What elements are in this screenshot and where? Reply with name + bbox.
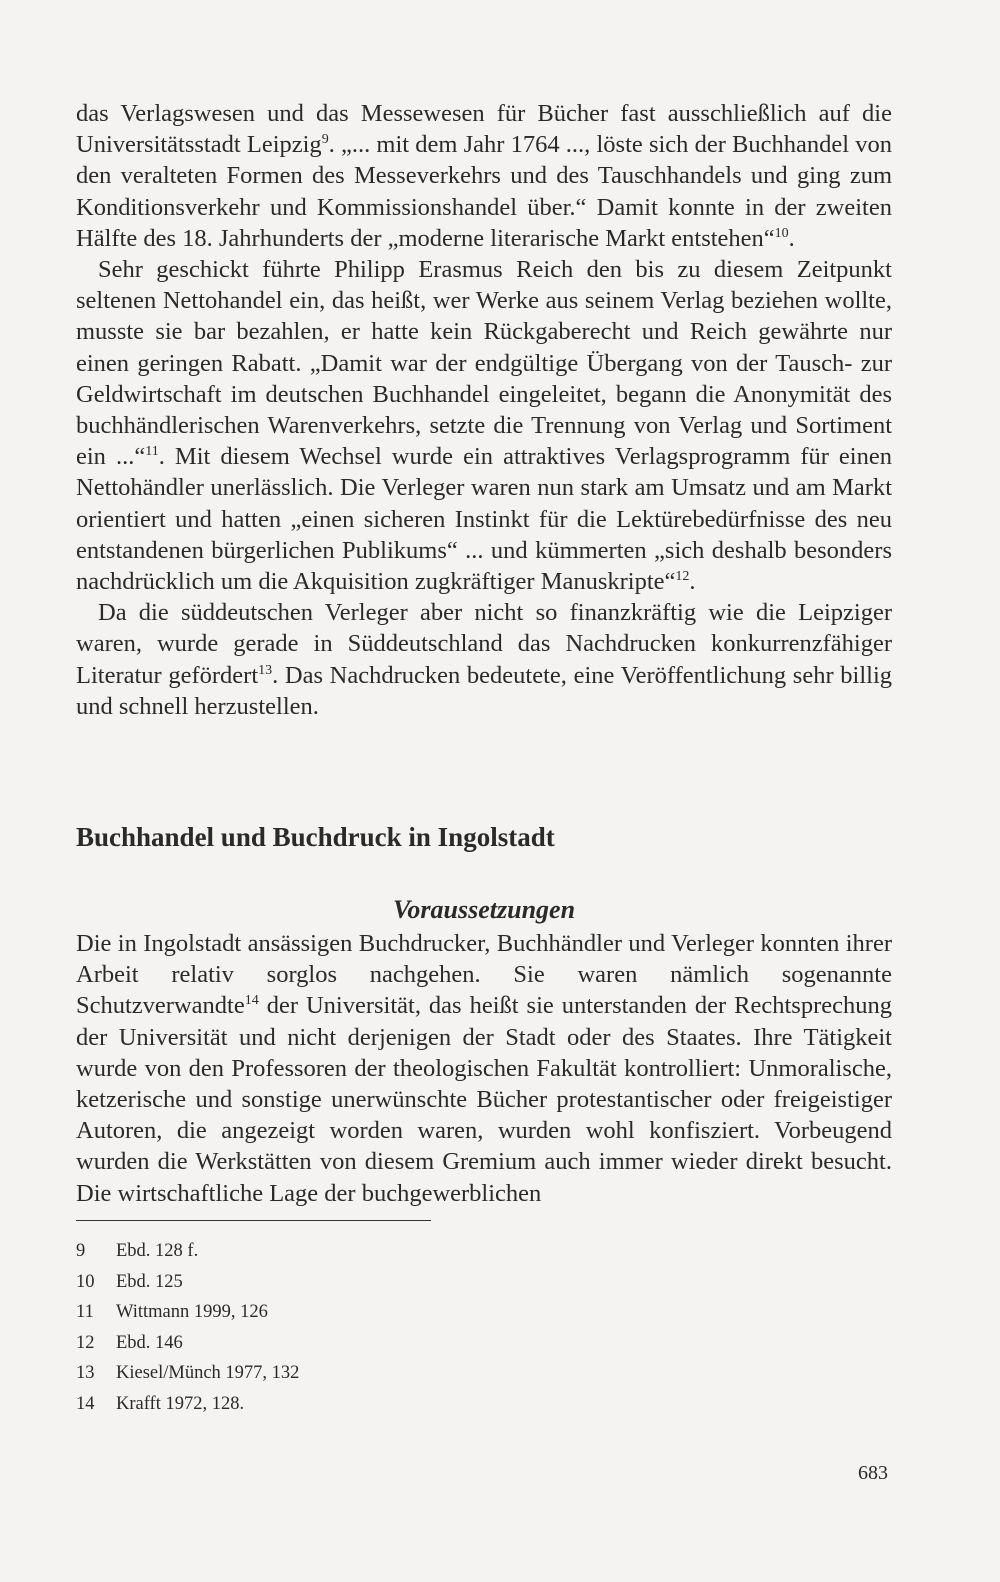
- footnote-text: Ebd. 125: [116, 1271, 183, 1292]
- footnote: [76, 1297, 576, 1328]
- text-run: Die in Ingolstadt ansässigen Buchdrucker, Buchhändler und Verleger konnten ihrer Arbeit relativ sorglos nachgehen. Sie waren nämlich sogenannte Schutzverwandte: [76, 930, 892, 1020]
- text-run: . Mit diesem Wechsel wurde ein attraktives Verlagsprogramm für einen Nettohändler unerlässlich. Die Verleger waren nun stark am Umsatz und am Markt orientiert und hatten „einen sicheren Instinkt für die Lektürebedürfnisse des neu entstandenen bürgerlichen Publikums“ ... und kümmerten „sich deshalb besonders nachdrücklich um die Akquisition zugkräftiger Manuskripte“: [76, 443, 892, 596]
- footnote-number: 14: [76, 1393, 95, 1414]
- footnotes: [76, 1236, 576, 1419]
- text-run: der Universität, das heißt sie unterstanden der Rechtsprechung der Universität und nicht derjenigen der Stadt oder des Staates. Ihre Tätigkeit wurde von den Professoren der theologischen Fakultät kontrolliert: Unmoralische, ketzerische und sonstige unerwünschte Bücher protestantischer oder freigeistiger Autoren, die angezeigt worden waren, wurden wohl konfisziert. Vorbeugend wurden die Werkstätten von diesem Gremium auch immer wieder direkt besucht. Die wirtschaftliche Lage der buchgewerblichen: [76, 992, 892, 1207]
- paragraph-3: [76, 597, 892, 722]
- paragraph-1: [76, 98, 892, 254]
- text-run: das Verlagswesen und das Messewesen für Bücher fast ausschließlich auf die Universitätsstadt Leipzig: [76, 100, 892, 159]
- section-heading: Buchhandel und Buchdruck in Ingolstadt: [76, 822, 555, 852]
- footnote-ref: 10: [774, 225, 789, 241]
- footnote: [76, 1358, 576, 1389]
- text-run: . Das Nachdrucken bedeutete, eine Veröffentlichung sehr billig und schnell herzustellen.: [76, 661, 892, 720]
- footnote: [76, 1389, 576, 1420]
- footnote-text: Ebd. 146: [116, 1332, 183, 1353]
- footnote-number: 11: [76, 1302, 94, 1322]
- footnote-number: 12: [76, 1332, 95, 1353]
- footnote-number: 9: [76, 1241, 86, 1261]
- text-run: .: [689, 568, 696, 596]
- footnote-ref: 11: [145, 444, 159, 460]
- footnote-text: Ebd. 128 f.: [116, 1241, 199, 1261]
- footnote: [76, 1328, 576, 1359]
- page-number: 683: [858, 1462, 888, 1484]
- footnote-text: Kiesel/Münch 1977, 132: [116, 1363, 300, 1383]
- paragraph-2: [76, 254, 892, 597]
- text-run: Sehr geschickt führte Philipp Erasmus Reich den bis zu diesem Zeitpunkt seltenen Nettohandel ein, das heißt, wer Werke aus seinem Verlag beziehen wollte, musste sie bar bezahlen, er hatte kein Rückgaberecht und Reich gewährte nur einen geringen Rabatt. „Damit war der endgültige Übergang von der Tausch- zur Geldwirtschaft im deutschen Buchhandel eingeleitet, begann die Anonymität des buchhändlerischen Warenverkehrs, setzte die Trennung von Verlag und Sortiment ein ...“: [76, 256, 892, 471]
- footnote-ref: 9: [321, 132, 329, 148]
- subheading: Voraussetzungen: [392, 895, 576, 924]
- footnote: [76, 1267, 576, 1298]
- text-run: Da die süddeutschen Verleger aber nicht so finanzkräftig wie die Leipziger waren, wurde gerade in Süddeutschland das Nachdrucken konkurrenzfähiger Literatur gefördert: [76, 599, 892, 689]
- footnote-divider: [76, 1220, 431, 1221]
- footnote-text: Wittmann 1999, 126: [116, 1302, 268, 1322]
- footnote-ref: 12: [675, 569, 690, 585]
- footnote-number: 13: [76, 1363, 95, 1383]
- footnote: [76, 1236, 576, 1267]
- footnote-number: 10: [76, 1271, 95, 1292]
- main-text-bottom: [76, 928, 892, 1209]
- text-run: .: [788, 224, 795, 252]
- footnote-text: Krafft 1972, 128.: [116, 1393, 245, 1414]
- footnote-ref: 13: [258, 662, 273, 678]
- main-text-top: [76, 98, 892, 722]
- text-run: . „... mit dem Jahr 1764 ..., löste sich der Buchhandel von den veralteten Formen des Messeverkehrs und des Tauschhandels und ging zum Konditionsverkehr und Kommissionshandel über.“ Damit konnte in der zweiten Hälfte des 18. Jahrhunderts der „moderne literarische Markt entstehen“: [76, 131, 892, 252]
- paragraph-4: [76, 928, 892, 1209]
- footnote-ref: 14: [244, 993, 259, 1009]
